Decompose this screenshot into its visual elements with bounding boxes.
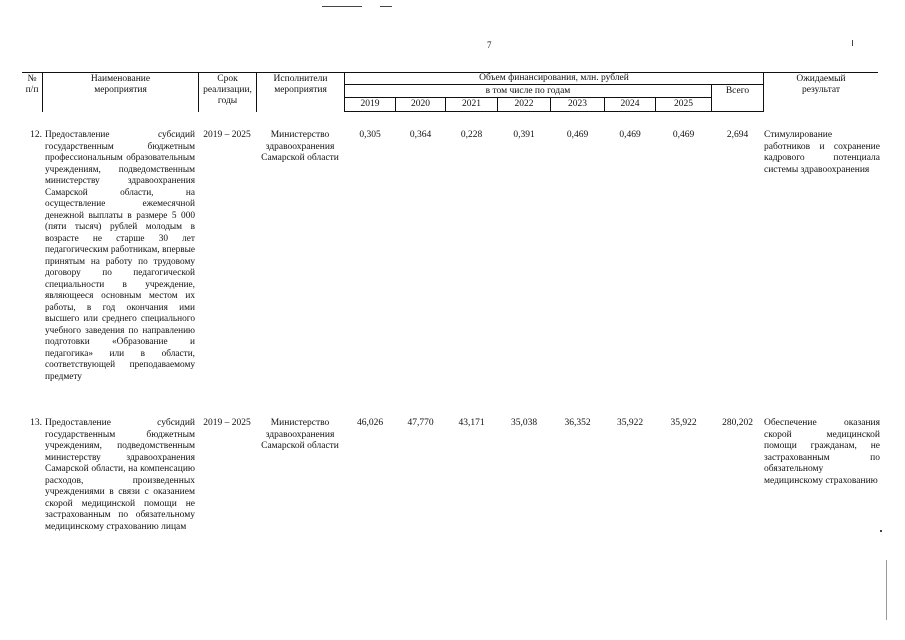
row-total: 280,202 [722, 418, 753, 428]
header-year-2020: 2020 [411, 99, 430, 109]
row-result: Обеспечение оказания скорой медицинской помощи гражданам, не застрахованным по обязательному медицинскому страхованию [764, 418, 880, 486]
header-term: Срок реализации, годы [203, 74, 252, 106]
row-number: 13. [30, 418, 42, 428]
row-value-2025: 35,922 [670, 418, 697, 428]
header-year-2019: 2019 [360, 99, 380, 109]
row-value-2025: 0,469 [672, 130, 695, 140]
scan-speck [886, 560, 887, 620]
row-number: 12. [30, 130, 42, 140]
row-executor: Министерство здравоохранения Самарской области [261, 418, 339, 451]
row-value-2020: 0,364 [409, 130, 432, 140]
header-funding-title: Объем финансирования, млн. рублей [479, 73, 629, 83]
row-value-2021: 43,171 [458, 418, 485, 428]
row-term: 2019 – 2025 [203, 418, 251, 428]
header-total: Всего [725, 86, 750, 96]
funding-header-divider [344, 84, 763, 85]
row-value-2023: 0,469 [566, 130, 589, 140]
table-header-bottom [344, 111, 763, 112]
scan-speck [852, 40, 853, 46]
scan-speck [322, 6, 362, 7]
header-year-2025: 2025 [674, 99, 693, 109]
row-value-2022: 0,391 [513, 130, 535, 140]
row-value-2021: 0,228 [460, 130, 483, 140]
row-value-2024: 35,922 [616, 418, 644, 428]
row-total: 2,694 [726, 130, 749, 140]
header-result: Ожидаемый результат [796, 74, 846, 95]
row-value-2024: 0,469 [619, 130, 641, 140]
header-executor: Исполнители мероприятия [273, 74, 328, 95]
header-year-2024: 2024 [620, 99, 640, 109]
row-value-2020: 47,770 [407, 418, 434, 428]
header-num: № п/п [25, 74, 39, 95]
header-year-2023: 2023 [568, 99, 587, 109]
page-number: 7 [487, 40, 492, 50]
row-value-2023: 36,352 [564, 418, 591, 428]
row-executor: Министерство здравоохранения Самарской области [261, 130, 339, 163]
row-value-2019: 0,305 [359, 130, 381, 140]
header-year-2021: 2021 [462, 99, 481, 109]
row-value-2019: 46,026 [356, 418, 384, 428]
scan-speck [880, 530, 882, 532]
row-name: Предоставление субсидий государственным бюджетным учреждениям, подведомственным министерству здравоохранения Самарской области, на компенсацию расходов, произведенных учреждениями в связи с оказанием скорой медицинской помощи не застрахованным по обязательному медицинскому страхованию лицам [45, 418, 195, 532]
header-name: Наименование мероприятия [90, 74, 151, 95]
scan-speck [380, 6, 392, 7]
header-by-years: в том числе по годам [485, 86, 571, 96]
header-year-2022: 2022 [514, 99, 534, 109]
row-name: Предоставление субсидий государственным бюджетным профессиональным образовательным учреждениям, подведомственным министерству здравоохранения Самарской области, на осуществление ежемесячной денежной выплаты в размере 5 000 (пяти тысяч) рублей молодым в возрасте не старше 30 лет педагогическим работникам, впервые принятым на работу по трудовому договору по педагогической специальности в учреждение, являющееся основным местом их работы, в год окончания ими высшего или среднего специального учебного заведения по направлению подготовки «Образование и педагогика» или в области, соответствующей преподаваемому предмету [45, 130, 195, 382]
row-value-2022: 35,038 [510, 418, 538, 428]
row-result: Стимулирование работников и сохранение кадрового потенциала системы здравоохранения [764, 130, 880, 175]
row-term: 2019 – 2025 [203, 130, 251, 140]
